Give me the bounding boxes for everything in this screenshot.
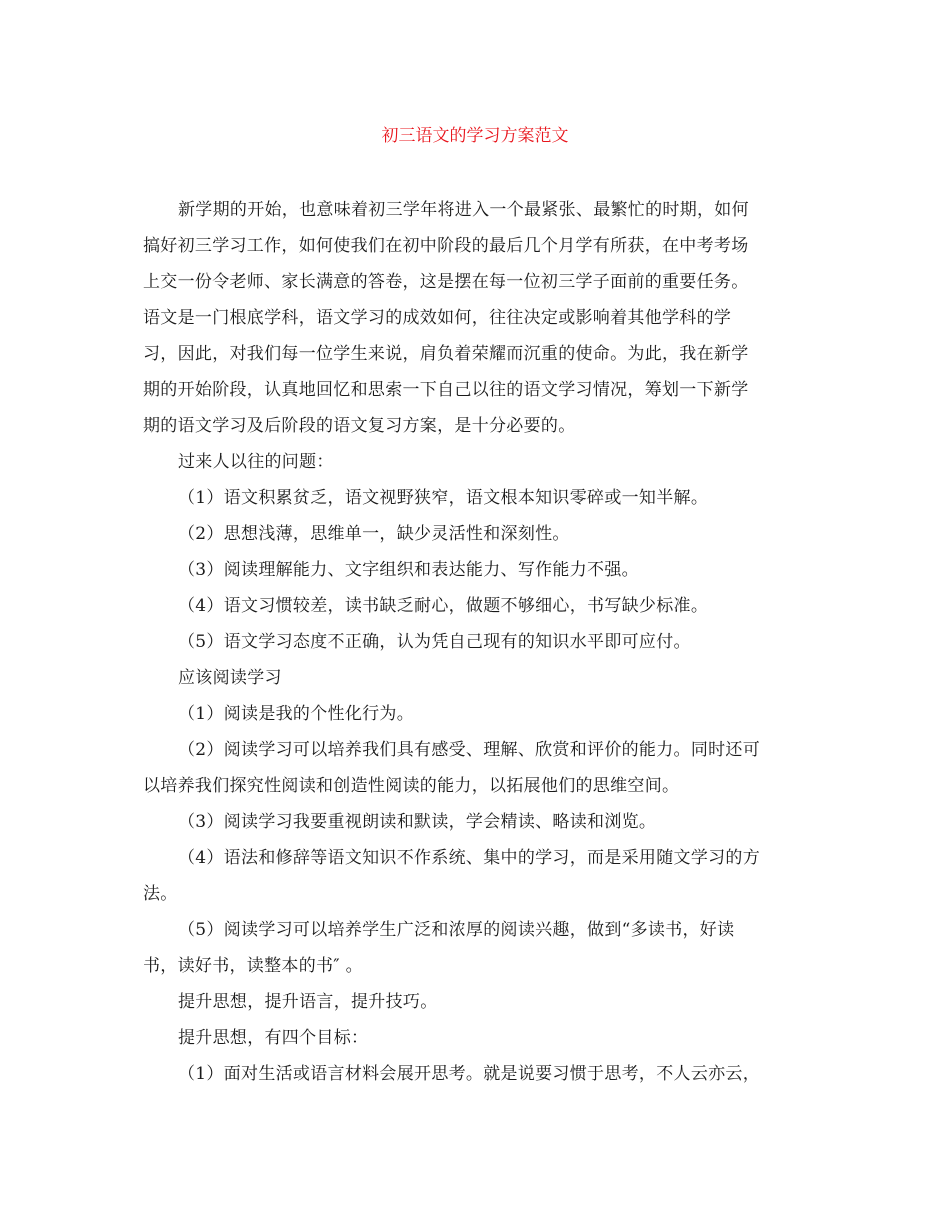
text-line: （1）面对生活或语言材料会展开思考。就是说要习惯于思考，不人云亦云，	[178, 1064, 761, 1084]
text-line: （4）语法和修辞等语文知识不作系统、集中的学习，而是采用随文学习的方	[178, 848, 761, 868]
text-line: （5）语文学习态度不正确，认为凭自己现有的知识水平即可应付。	[178, 632, 691, 652]
text-line: 应该阅读学习	[178, 668, 282, 688]
text-line: 书，读好书，读整本的书″ 。	[143, 956, 363, 976]
document-body	[143, 192, 809, 1092]
text-line: 法。	[143, 884, 178, 904]
text-line: 上交一份令老师、家长满意的答卷，这是摆在每一位初三学子面前的重要任务。	[143, 272, 749, 292]
text-line: 过来人以往的问题：	[178, 452, 334, 472]
text-line: （3）阅读理解能力、文字组织和表达能力、写作能力不强。	[178, 560, 639, 580]
text-line: （5）阅读学习可以培养学生广泛和浓厚的阅读兴趣，做到“多读书，好读	[178, 920, 735, 940]
text-line: （1）语文积累贫乏，语文视野狭窄，语文根本知识零碎或一知半解。	[178, 488, 709, 508]
text-line: （3）阅读学习我要重视朗读和默读，学会精读、略读和浏览。	[178, 812, 657, 832]
text-line: （4）语文习惯较差，读书缺乏耐心，做题不够细心，书写缺少标准。	[178, 596, 709, 616]
text-line: 习，因此，对我们每一位学生来说，肩负着荣耀而沉重的使命。为此，我在新学	[143, 344, 749, 364]
text-line: 提升思想，提升语言，提升技巧。	[178, 992, 438, 1012]
text-line: 期的语文学习及后阶段的语文复习方案，是十分必要的。	[143, 416, 576, 436]
text-line: 提升思想，有四个目标：	[178, 1028, 369, 1048]
text-line: （1）阅读是我的个性化行为。	[178, 704, 415, 724]
text-line: 语文是一门根底学科，语文学习的成效如何，往往决定或影响着其他学科的学	[143, 308, 732, 328]
text-line: （2）思想浅薄，思维单一，缺少灵活性和深刻性。	[178, 524, 570, 544]
text-line: 新学期的开始，也意味着初三学年将进入一个最紧张、最繁忙的时期，如何	[178, 200, 749, 220]
text-line: 期的开始阶段，认真地回忆和思索一下自己以往的语文学习情况，筹划一下新学	[143, 380, 749, 400]
text-line: 以培养我们探究性阅读和创造性阅读的能力，以拓展他们的思维空间。	[143, 776, 680, 796]
text-line: 搞好初三学习工作，如何使我们在初中阶段的最后几个月学有所获，在中考考场	[143, 236, 749, 256]
document-title: 初三语文的学习方案范文	[381, 126, 569, 146]
text-line: （2）阅读学习可以培养我们具有感受、理解、欣赏和评价的能力。同时还可	[178, 740, 761, 760]
